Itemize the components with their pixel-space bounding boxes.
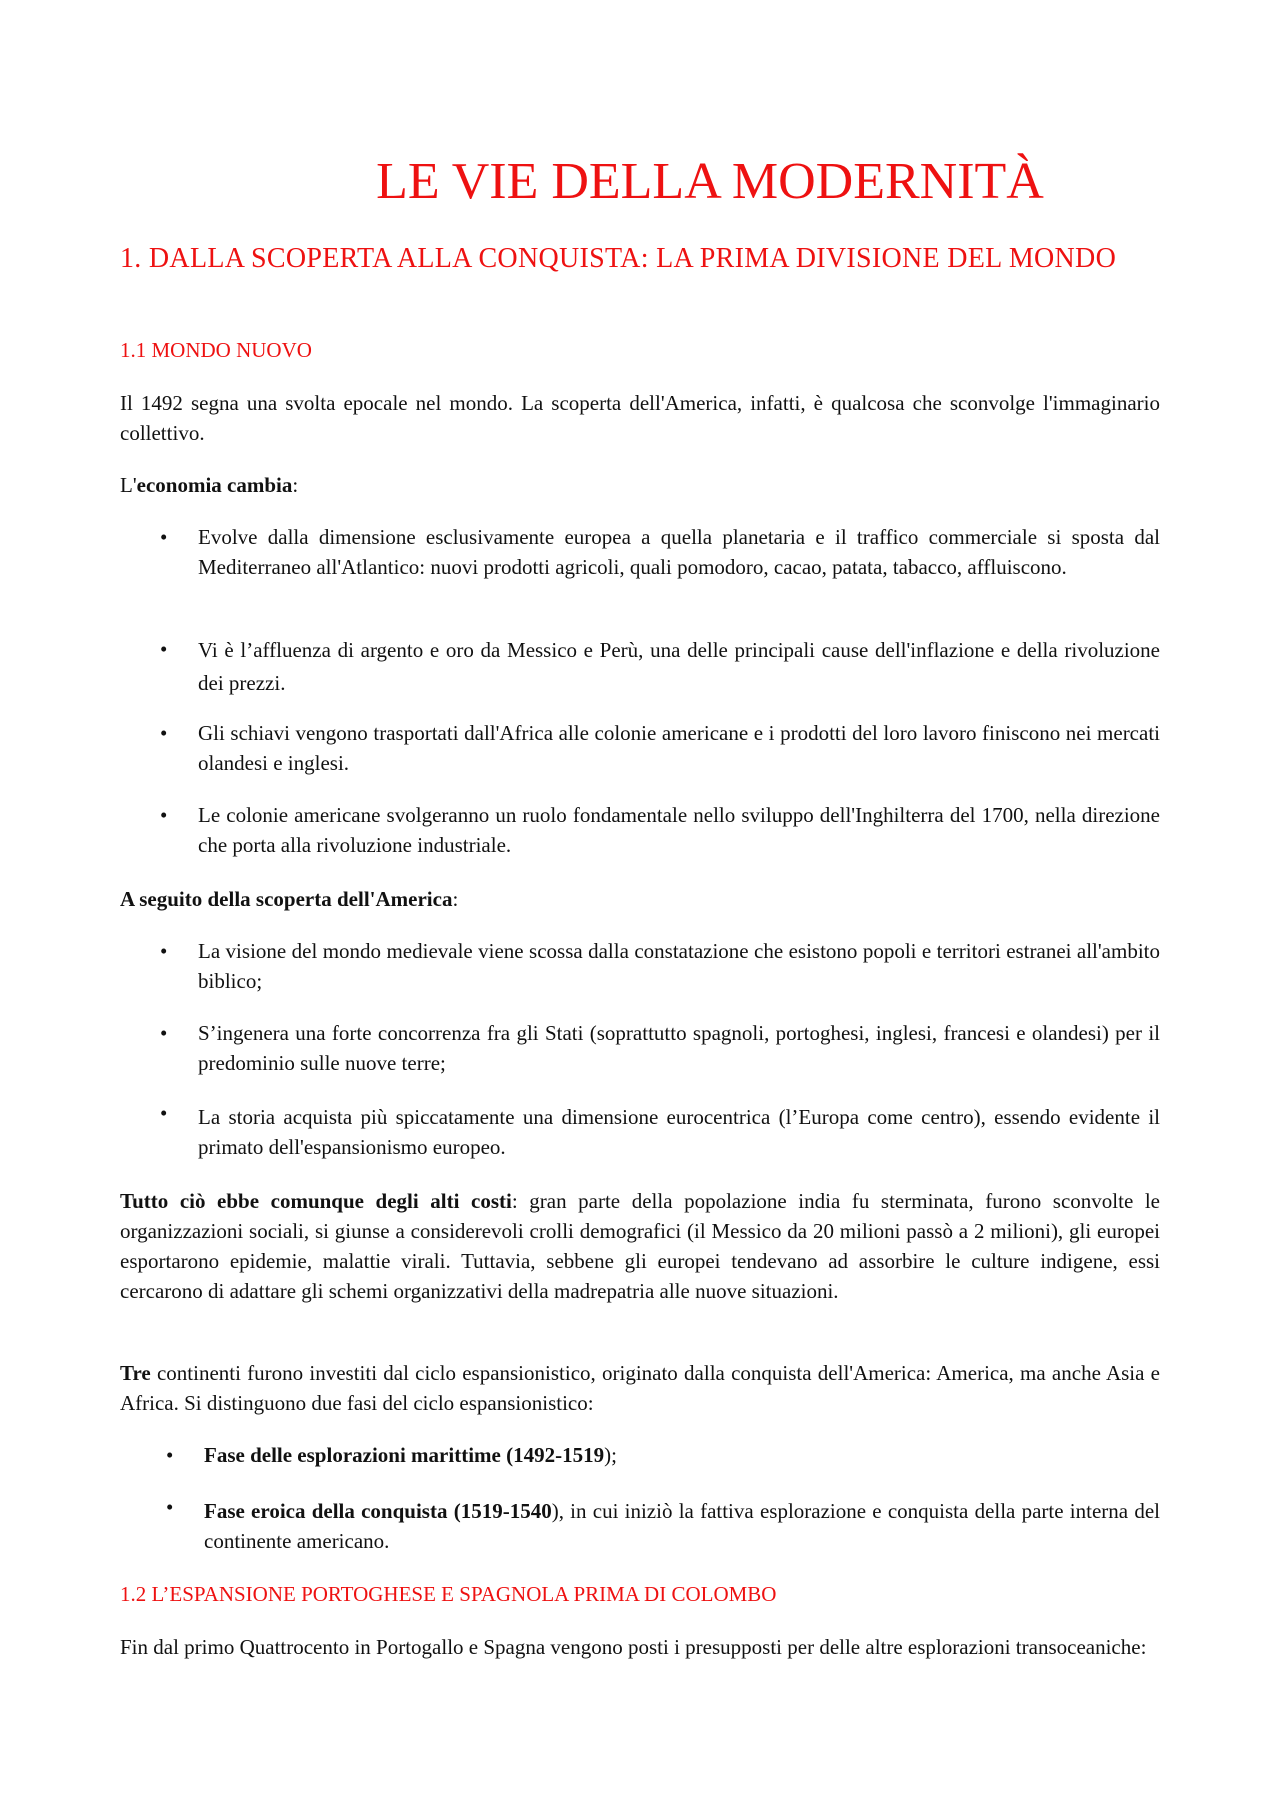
list-item-text: Evolve dalla dimensione esclusivamente europea a quella planetaria e il traffico commerciale si sposta dal Mediterraneo all'Atlantico: nuovi prodotti agricoli, quali pomodoro, cacao, patata, tabacco, affluiscono. xyxy=(198,525,1160,579)
bullet-icon: • xyxy=(166,1443,174,1467)
text-run: L' xyxy=(120,473,137,497)
paragraph-intro: Il 1492 segna una svolta epocale nel mondo. La scoperta dell'America, infatti, è qualcosa che sconvolge l'immaginario collettivo. xyxy=(120,391,1160,445)
bold-run: A seguito della scoperta dell'America xyxy=(120,887,453,911)
paragraph-continents xyxy=(120,1358,1160,1418)
bold-run: Tutto ciò ebbe comunque degli alti costi xyxy=(120,1189,512,1213)
paragraph-sub12-intro: Fin dal primo Quattrocento in Portogallo e Spagna vengono posti i presupposti per delle altre esplorazioni transoceaniche: xyxy=(120,1635,1147,1659)
list-item-text: Gli schiavi vengono trasportati dall'Africa alle colonie americane e i prodotti del loro lavoro finiscono nei mercati olandesi e inglesi. xyxy=(198,721,1160,775)
text-run: : xyxy=(292,473,299,497)
list-item-text: La visione del mondo medievale viene scossa dalla constatazione che esistono popoli e territori estranei all'ambito biblico; xyxy=(198,939,1160,993)
text-run: ); xyxy=(604,1443,617,1467)
bullet-icon: • xyxy=(160,1101,168,1125)
bold-run: Tre xyxy=(120,1361,151,1385)
section-heading: 1. DALLA SCOPERTA ALLA CONQUISTA: LA PRIMA DIVISIONE DEL MONDO xyxy=(120,243,1117,274)
bold-run: (1492-1519 xyxy=(506,1443,605,1467)
text-run: continenti furono investiti dal ciclo espansionistico, originato dalla conquista dell'America: America, ma anche Asia e Africa. Si distinguono due fasi del ciclo espansionistico: xyxy=(120,1361,1160,1415)
subsection-heading: 1.1 MONDO NUOVO xyxy=(120,338,312,362)
bold-run: economia cambia xyxy=(136,473,293,497)
bullet-icon: • xyxy=(160,637,168,661)
list-item-text: Le colonie americane svolgeranno un ruolo fondamentale nello sviluppo dell'Inghilterra del 1700, nella direzione che porta alla rivoluzione industriale. xyxy=(198,803,1160,857)
bullet-icon: • xyxy=(160,803,168,827)
bullet-icon: • xyxy=(160,721,168,745)
list-item-text: La storia acquista più spiccatamente una dimensione eurocentrica (l’Europa come centro), essendo evidente il primato dell'espansionismo europeo. xyxy=(198,1105,1160,1159)
bullet-icon: • xyxy=(166,1495,174,1519)
paragraph-economy-label xyxy=(120,470,1160,500)
bold-run: Fase delle esplorazioni marittime xyxy=(204,1443,501,1467)
list-item-text: Vi è l’affluenza di argento e oro da Messico e Perù, una delle principali cause dell'inflazione e della rivoluzione dei prezzi. xyxy=(198,638,1160,695)
document-title: LE VIE DELLA MODERNITÀ xyxy=(376,153,1044,210)
bold-run: Fase eroica della conquista xyxy=(204,1499,448,1523)
list-item-text xyxy=(204,1440,1160,1470)
bullet-icon: • xyxy=(160,525,168,549)
list-item-text xyxy=(204,1496,1160,1556)
bullet-icon: • xyxy=(160,1021,168,1045)
text-run: : xyxy=(452,887,459,911)
list-item-text: S’ingenera una forte concorrenza fra gli Stati (soprattutto spagnoli, portoghesi, inglesi, francesi e olandesi) per il predominio sulle nuove terre; xyxy=(198,1021,1160,1075)
bold-run: (1519-1540 xyxy=(453,1499,552,1523)
bullet-icon: • xyxy=(160,939,168,963)
subsection-heading: 1.2 L’ESPANSIONE PORTOGHESE E SPAGNOLA PRIMA DI COLOMBO xyxy=(120,1582,777,1606)
text-run: ), in cui iniziò la fattiva esplorazione e conquista della parte interna del continente americano. xyxy=(204,1499,1161,1553)
paragraph-costs xyxy=(120,1186,1160,1306)
text-run: : gran parte della popolazione india fu sterminata, furono sconvolte le organizzazioni sociali, si giunse a considerevoli crolli demografici (il Messico da 20 milioni passò a 2 milioni), gli europei esportarono epidemie, malattie virali. Tuttavia, sebbene gli europei tendevano ad assorbire le culture indigene, essi cercarono di adattare gli schemi organizzativi della madrepatria alle nuove situazioni. xyxy=(120,1189,1160,1303)
paragraph-following-label xyxy=(120,884,1160,914)
